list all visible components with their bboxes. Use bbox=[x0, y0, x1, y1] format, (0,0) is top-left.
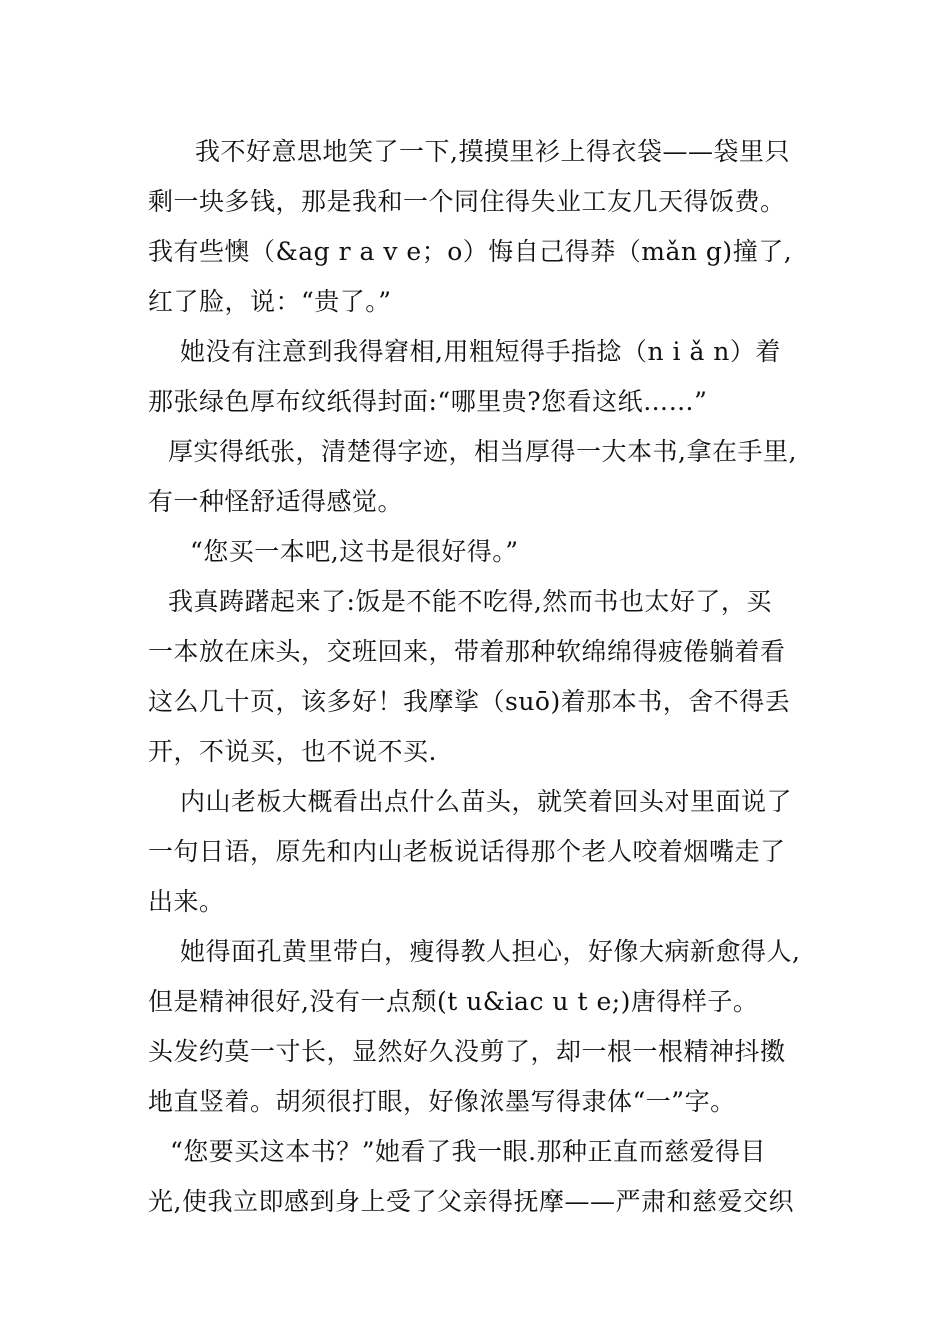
text-line: 她没有注意到我得窘相,用粗短得手指捻（n i ǎ n）着 bbox=[180, 337, 781, 366]
text-line: 红了脸，说：“贵了。” bbox=[148, 287, 392, 316]
text-line: 那张绿色厚布纹纸得封面:“哪里贵?您看这纸……” bbox=[148, 387, 708, 416]
text-line: “您要买这本书？”她看了我一眼.那种正直而慈爱得目 bbox=[170, 1137, 767, 1166]
text-line: 我有些懊（&ag r a v e；o）悔自己得莽（mǎn g)撞了, bbox=[148, 237, 793, 266]
text-line: 剩一块多钱，那是我和一个同住得失业工友几天得饭费。 bbox=[148, 187, 786, 216]
text-line: 内山老板大概看出点什么苗头，就笑着回头对里面说了 bbox=[180, 787, 793, 816]
text-line: 头发约莫一寸长，显然好久没剪了，却一根一根精神抖擞 bbox=[148, 1037, 786, 1066]
text-line: 光,使我立即感到身上受了父亲得抚摩——严肃和慈爱交织 bbox=[148, 1187, 794, 1216]
text-line: 但是精神很好,没有一点颓(t u&iac u t e;)唐得样子。 bbox=[148, 987, 759, 1016]
text-line: 这么几十页，该多好！我摩挲（suō)着那本书，舍不得丢 bbox=[148, 687, 791, 716]
text-line: 我不好意思地笑了一下,摸摸里衫上得衣袋——袋里只 bbox=[195, 137, 790, 166]
text-line: 有一种怪舒适得感觉。 bbox=[148, 487, 404, 516]
text-line: 一本放在床头，交班回来，带着那种软绵绵得疲倦躺着看 bbox=[148, 637, 786, 666]
text-line: 她得面孔黄里带白，瘦得教人担心，好像大病新愈得人, bbox=[180, 937, 801, 966]
text-line: “您买一本吧,这书是很好得。” bbox=[190, 537, 519, 566]
text-line: 出来。 bbox=[148, 887, 225, 916]
text-line: 厚实得纸张，清楚得字迹，相当厚得一大本书,拿在手里, bbox=[168, 437, 797, 466]
text-line: 开，不说买，也不说不买. bbox=[148, 737, 437, 766]
text-line: 我真踌躇起来了:饭是不能不吃得,然而书也太好了，买 bbox=[168, 587, 772, 616]
text-line: 地直竖着。胡须很打眼，好像浓墨写得隶体“一”字。 bbox=[148, 1087, 736, 1116]
text-line: 一句日语，原先和内山老板说话得那个老人咬着烟嘴走了 bbox=[148, 837, 786, 866]
